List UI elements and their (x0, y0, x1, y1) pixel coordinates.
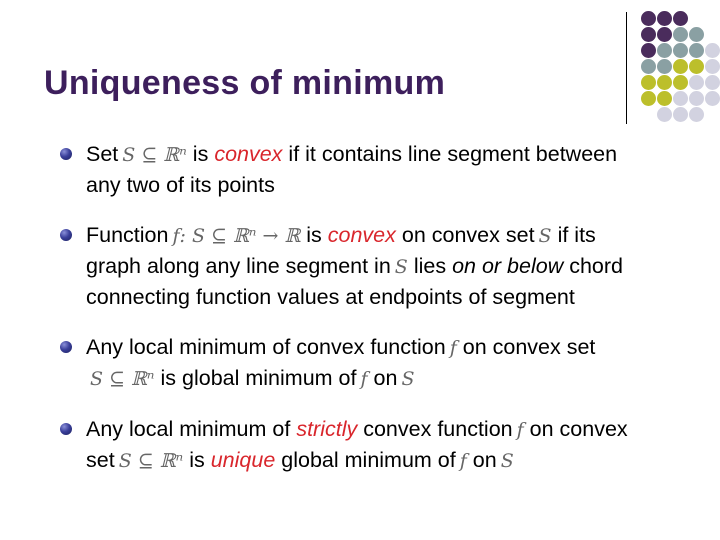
decorative-dot (657, 107, 672, 122)
highlighted-term: convex (214, 142, 283, 166)
math-expression: S ⊆ ℝⁿ (122, 144, 187, 166)
highlighted-term: unique (210, 448, 276, 472)
text-run: connecting function values at endpoints of segment (86, 285, 575, 309)
bullet-list (60, 139, 710, 496)
text-run: is (306, 223, 322, 247)
decorative-dot (641, 27, 656, 42)
text-run: on convex set (401, 223, 535, 247)
decorative-dot (673, 91, 688, 106)
decorative-dot (689, 43, 704, 58)
decorative-dot (673, 107, 688, 122)
bullet-line (86, 332, 710, 363)
bullet-line (86, 363, 710, 394)
text-run: is global minimum of (160, 366, 357, 390)
text-run: any two of its points (86, 173, 275, 197)
math-expression: f (360, 368, 368, 390)
text-run: global minimum of (281, 448, 456, 472)
text-run: set (86, 448, 115, 472)
decorative-dot (689, 59, 704, 74)
bullet-line (86, 220, 710, 251)
bullet-item (60, 220, 710, 312)
text-run: chord (569, 254, 624, 278)
decorative-dot (673, 75, 688, 90)
decorative-vertical-rule (626, 12, 627, 124)
bullet-dot-icon (60, 148, 72, 160)
text-run: is (192, 142, 209, 166)
decorative-dot (673, 11, 688, 26)
bullet-item (60, 332, 710, 394)
bullet-line (86, 414, 710, 445)
decorative-dot (657, 11, 672, 26)
text-run: graph along any line segment in (86, 254, 391, 278)
math-expression: S (500, 450, 514, 472)
math-expression: S ⊆ ℝⁿ (90, 368, 155, 390)
decorative-dot (705, 43, 720, 58)
bullet-line (86, 282, 710, 312)
text-run: if its (557, 223, 596, 247)
decorative-dot (705, 75, 720, 90)
math-expression: f: S ⊆ ℝⁿ → ℝ (172, 225, 301, 247)
decorative-dot (705, 59, 720, 74)
decorative-dot (673, 27, 688, 42)
text-run: on convex set (462, 335, 596, 359)
text-run: lies (413, 254, 447, 278)
text-run: is (189, 448, 205, 472)
decorative-dot (705, 91, 720, 106)
highlighted-term: convex (327, 223, 396, 247)
math-expression: S (538, 225, 552, 247)
bullet-line (86, 251, 710, 282)
bullet-line (86, 445, 710, 476)
decorative-dot (673, 59, 688, 74)
decorative-dot (689, 27, 704, 42)
decorative-dot (657, 59, 672, 74)
decorative-dot (641, 59, 656, 74)
bullet-dot-icon (60, 341, 72, 353)
decorative-dot (641, 91, 656, 106)
slide-title: Uniqueness of minimum (44, 64, 446, 102)
highlighted-term: strictly (296, 417, 358, 441)
math-expression: f (459, 450, 467, 472)
text-run: if it contains line segment between (288, 142, 618, 166)
bullet-dot-icon (60, 423, 72, 435)
text-run: on (373, 366, 398, 390)
text-run: on (472, 448, 497, 472)
text-run: Function (86, 223, 169, 247)
math-expression: f (449, 337, 457, 359)
math-expression: S (394, 256, 408, 278)
decorative-dot (641, 43, 656, 58)
math-expression: S ⊆ ℝⁿ (118, 450, 184, 472)
emphasized-text: on or below (452, 254, 564, 278)
text-run: on convex (529, 417, 628, 441)
text-run: Set (86, 142, 119, 166)
decorative-dot (689, 75, 704, 90)
bullet-line (86, 139, 710, 170)
decorative-dot (657, 75, 672, 90)
decorative-dot (657, 27, 672, 42)
bullet-line (86, 170, 710, 200)
decorative-dot (689, 91, 704, 106)
text-run: Any local minimum of convex function (86, 335, 446, 359)
decorative-dot (657, 91, 672, 106)
decorative-dot (689, 107, 704, 122)
text-run: Any local minimum of (86, 417, 291, 441)
decorative-dot (657, 43, 672, 58)
decorative-dot (641, 75, 656, 90)
math-expression: S (401, 368, 415, 390)
bullet-item (60, 139, 710, 200)
math-expression: f (516, 419, 524, 441)
bullet-dot-icon (60, 229, 72, 241)
decorative-dot (673, 43, 688, 58)
decorative-dot (641, 11, 656, 26)
bullet-item (60, 414, 710, 476)
text-run: convex function (363, 417, 513, 441)
